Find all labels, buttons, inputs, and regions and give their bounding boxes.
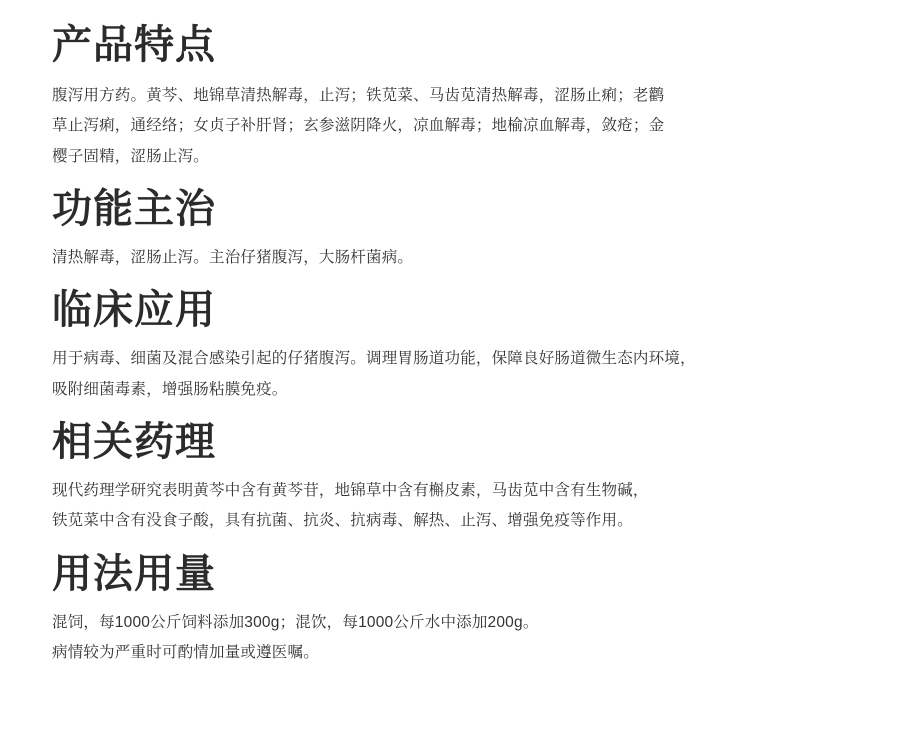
section-title: 用法用量 [52,551,216,596]
section-pharmacology [52,419,849,537]
body-line: 清热解毒，涩肠止泻。主治仔猪腹泻，大肠杆菌病。 [52,249,414,267]
section-body [52,608,849,668]
section-body [52,476,849,536]
body-line: 混饲，每1000公斤饲料添加300g；混饮，每1000公斤水中添加200g。 [52,613,539,631]
section-body [52,344,849,404]
section-clinical-application [52,287,849,405]
section-indications [52,186,849,273]
body-line: 吸附细菌毒素，增强肠粘膜免疫。 [52,380,288,398]
section-body [52,243,849,273]
section-product-features [52,22,849,172]
section-title: 临床应用 [52,288,216,333]
body-line: 铁苋菜中含有没食子酸，具有抗菌、抗炎、抗病毒、解热、止泻、增强免疫等作用。 [52,512,633,530]
body-line: 腹泻用方药。黄芩、地锦草清热解毒，止泻；铁苋菜、马齿苋清热解毒，涩肠止痢；老鹳 [52,87,665,105]
section-title: 功能主治 [52,186,216,231]
section-title: 相关药理 [52,419,216,464]
body-line: 樱子固精，涩肠止泻。 [52,147,210,165]
section-body [52,81,849,172]
section-dosage [52,551,849,669]
body-line: 病情较为严重时可酌情加量或遵医嘱。 [52,643,319,661]
body-line: 草止泻痢，通经络；女贞子补肝肾；玄参滋阴降火，凉血解毒；地榆凉血解毒，敛疮；金 [52,117,665,135]
body-line: 现代药理学研究表明黄芩中含有黄芩苷，地锦草中含有槲皮素，马齿苋中含有生物碱， [52,482,649,500]
body-line: 用于病毒、细菌及混合感染引起的仔猪腹泻。调理胃肠道功能，保障良好肠道微生态内环境， [52,350,696,368]
section-title: 产品特点 [52,23,216,67]
